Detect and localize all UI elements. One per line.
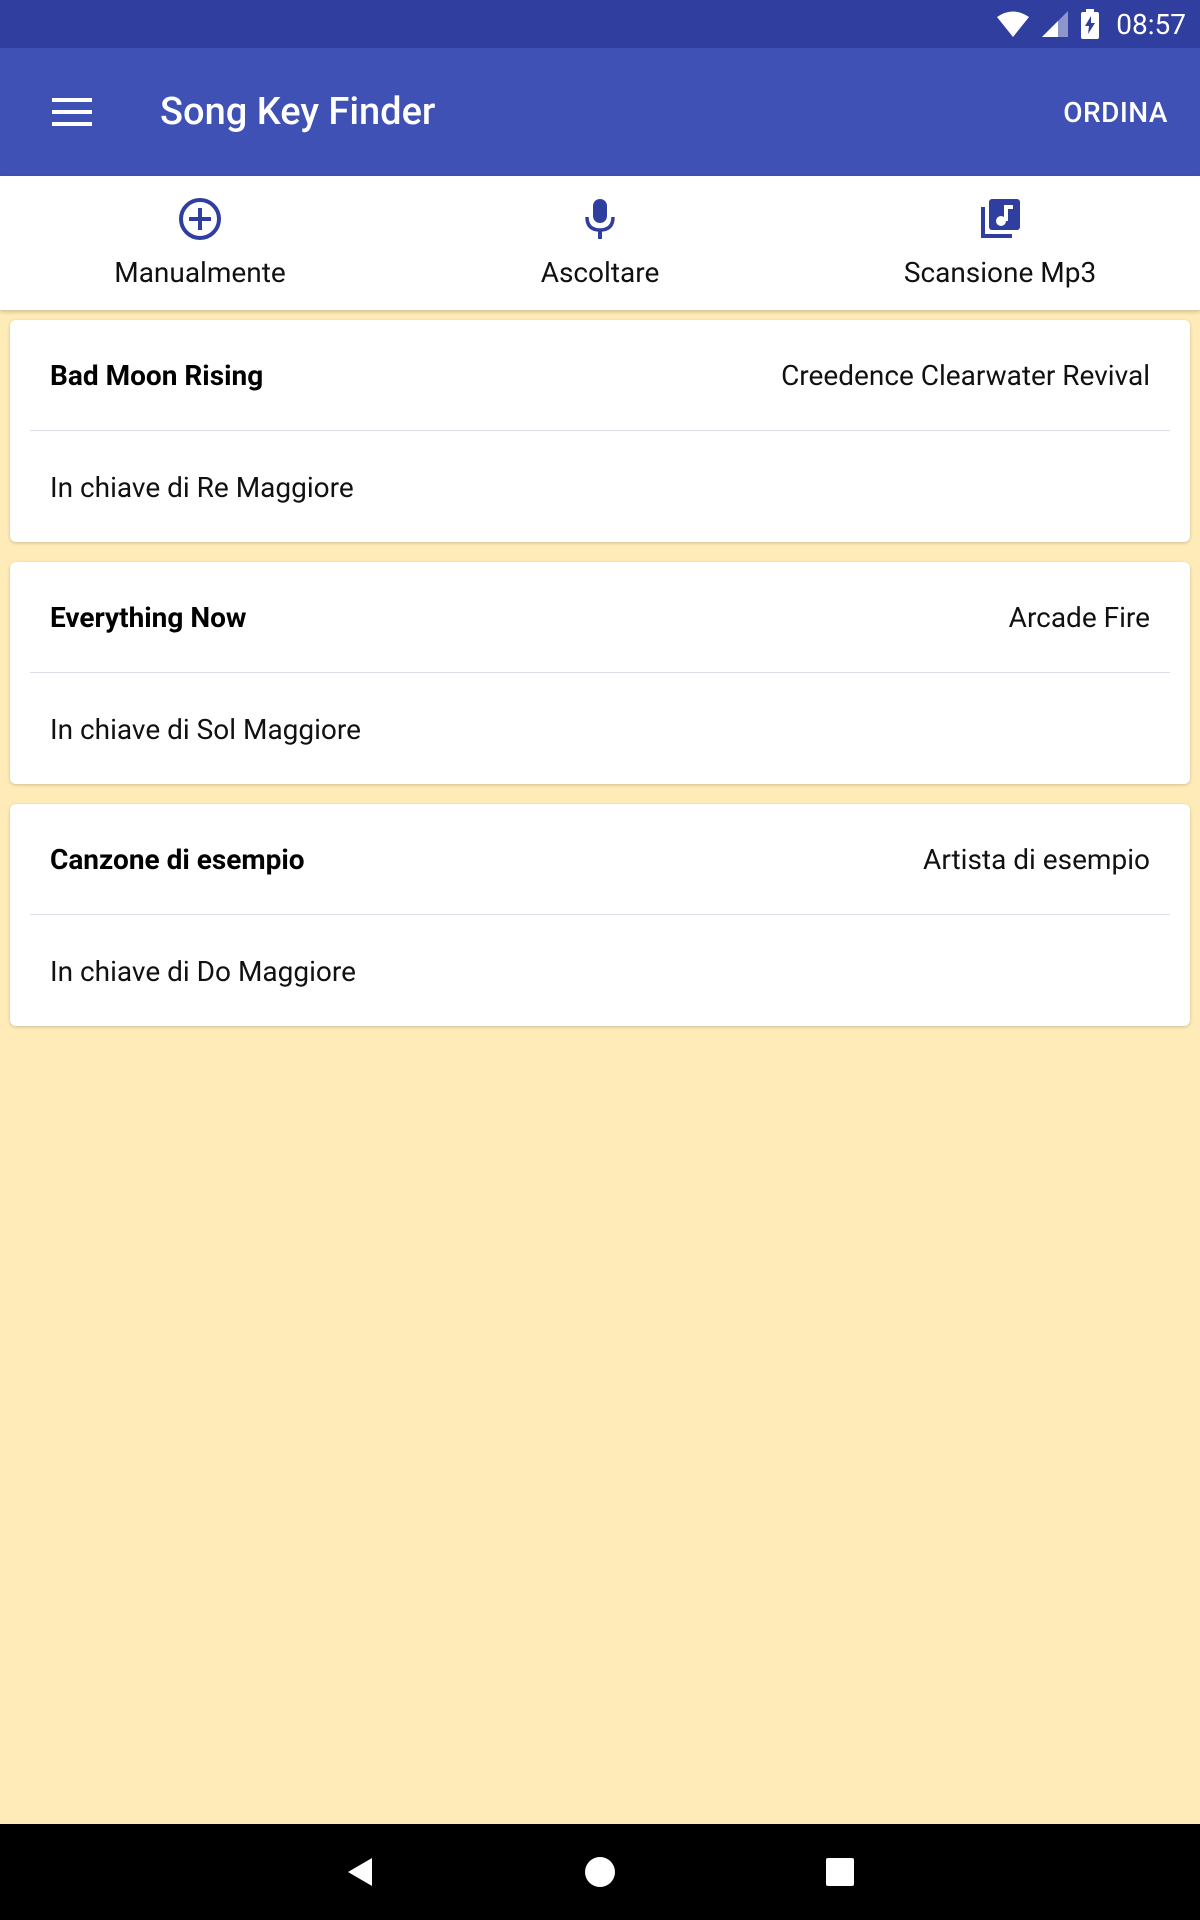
song-list bbox=[10, 320, 1190, 1046]
wifi-icon bbox=[996, 10, 1030, 38]
home-button[interactable] bbox=[570, 1842, 630, 1902]
song-title: Everything Now bbox=[50, 600, 247, 634]
app-bar bbox=[0, 48, 1200, 176]
battery-charging-icon bbox=[1080, 9, 1100, 39]
recents-icon bbox=[823, 1855, 857, 1889]
song-artist: Arcade Fire bbox=[1008, 600, 1150, 634]
tab-label: Ascoltare bbox=[540, 256, 660, 289]
microphone-icon bbox=[583, 197, 617, 241]
music-library-icon bbox=[978, 197, 1022, 241]
tab-listen[interactable] bbox=[400, 176, 800, 310]
song-card[interactable] bbox=[10, 804, 1190, 1026]
sort-button[interactable]: ORDINA bbox=[1063, 95, 1168, 129]
action-tabs bbox=[0, 176, 1200, 310]
cell-signal-icon bbox=[1040, 10, 1070, 38]
song-title: Bad Moon Rising bbox=[50, 358, 264, 392]
song-title: Canzone di esempio bbox=[50, 842, 305, 876]
back-button[interactable] bbox=[330, 1842, 390, 1902]
song-artist: Artista di esempio bbox=[923, 842, 1150, 876]
tab-label: Scansione Mp3 bbox=[903, 256, 1097, 289]
status-bar bbox=[0, 0, 1200, 48]
home-icon bbox=[583, 1855, 617, 1889]
tab-label: Manualmente bbox=[114, 256, 286, 289]
card-divider bbox=[30, 914, 1170, 915]
card-divider bbox=[30, 430, 1170, 431]
song-artist: Creedence Clearwater Revival bbox=[781, 358, 1150, 392]
song-key: In chiave di Re Maggiore bbox=[50, 470, 354, 504]
menu-icon bbox=[52, 98, 92, 126]
add-circle-icon bbox=[178, 197, 222, 241]
tab-scan-mp3[interactable] bbox=[800, 176, 1200, 310]
app-title: Song Key Finder bbox=[160, 90, 436, 134]
song-card[interactable] bbox=[10, 320, 1190, 542]
menu-button[interactable] bbox=[36, 76, 108, 148]
card-divider bbox=[30, 672, 1170, 673]
tab-manual[interactable] bbox=[0, 176, 400, 310]
song-key: In chiave di Sol Maggiore bbox=[50, 712, 361, 746]
navigation-bar bbox=[0, 1824, 1200, 1920]
status-time: 08:57 bbox=[1116, 7, 1186, 41]
song-key: In chiave di Do Maggiore bbox=[50, 954, 356, 988]
recents-button[interactable] bbox=[810, 1842, 870, 1902]
back-icon bbox=[343, 1855, 377, 1889]
song-card[interactable] bbox=[10, 562, 1190, 784]
